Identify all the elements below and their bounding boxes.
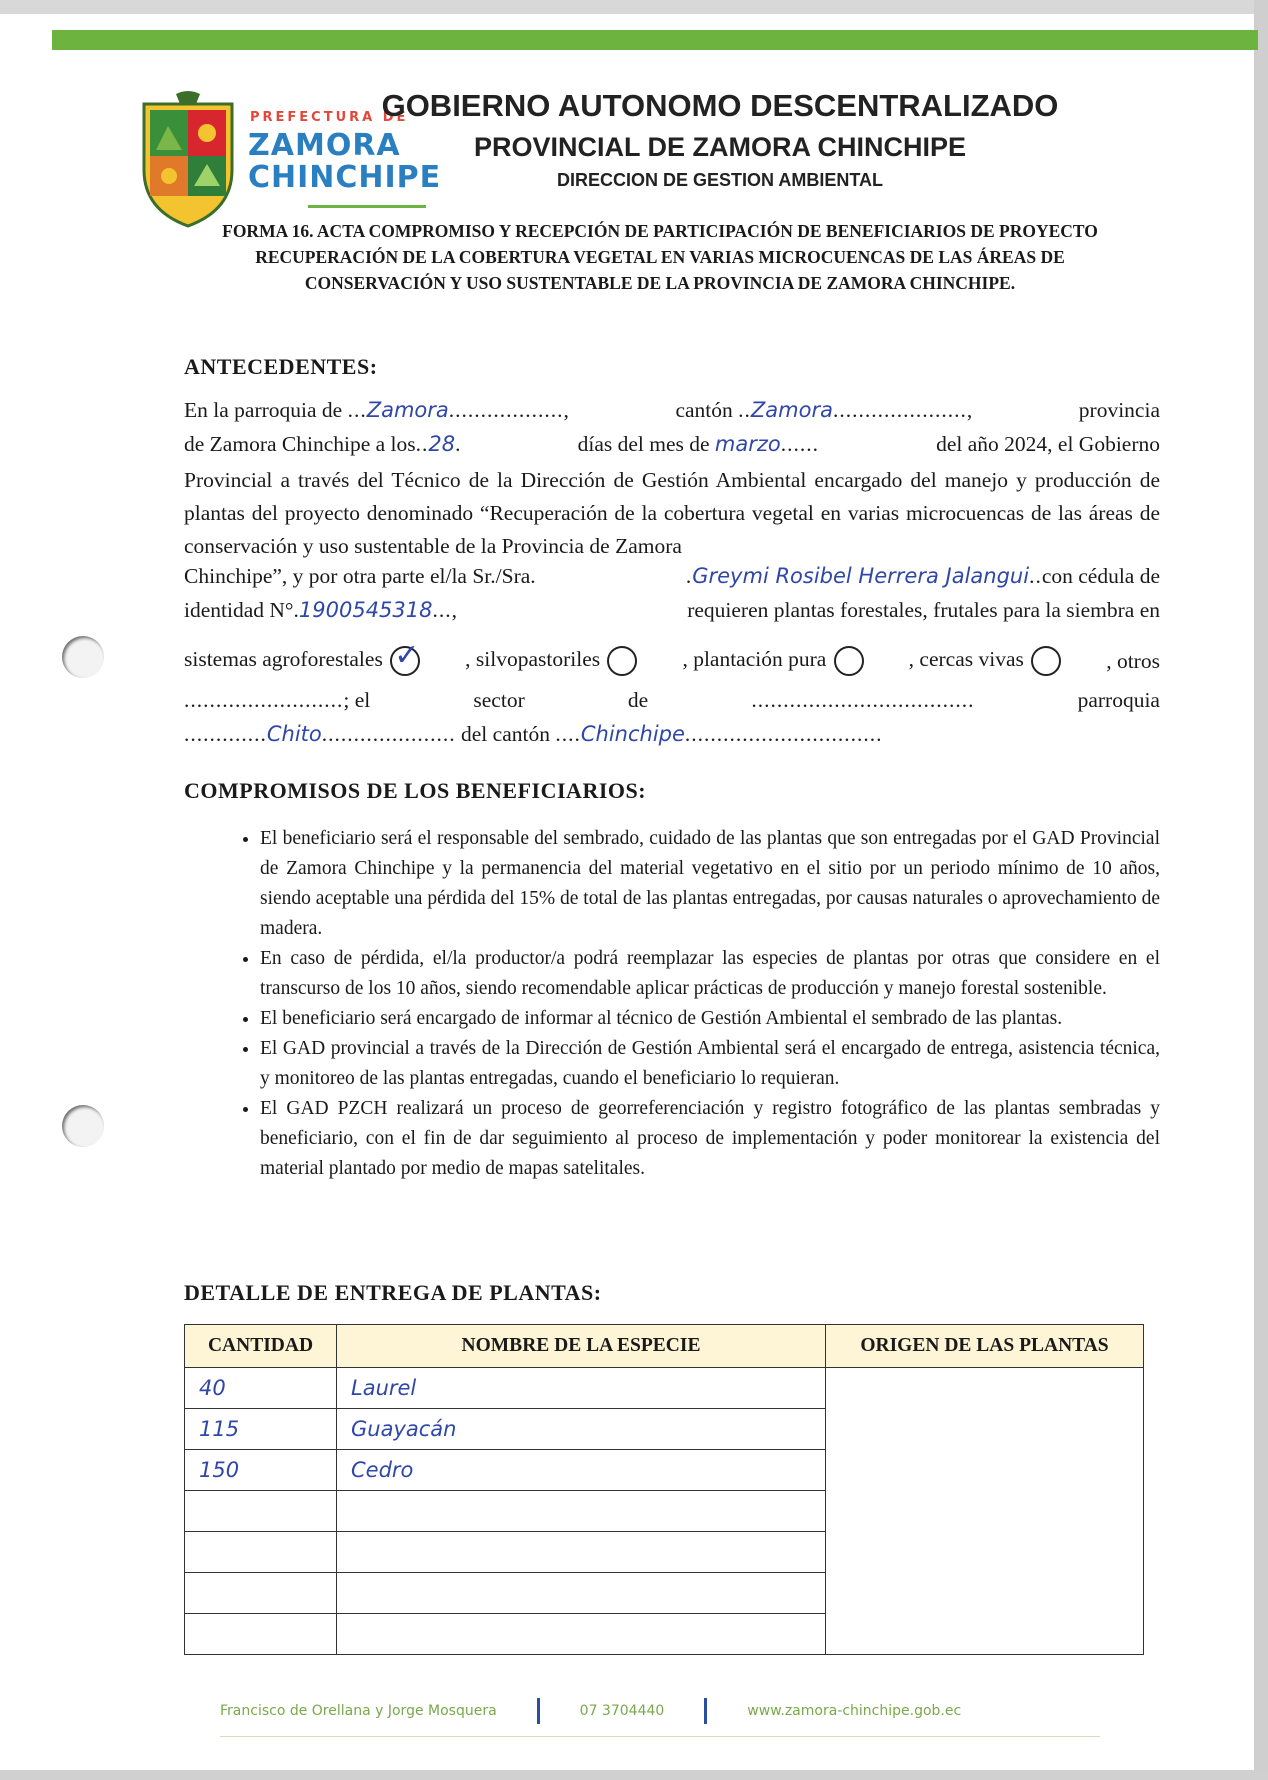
label-provincia: provincia	[1078, 398, 1160, 422]
cell-especie[interactable]: Laurel	[337, 1368, 826, 1409]
label-del-canton: del cantón	[461, 722, 550, 746]
antecedentes-line-canton: .............Chito..................... del cantón ....Chinchipe...............................	[184, 722, 883, 746]
label-sr-sra: Chinchipe”, y por otra parte el/la Sr./Sra.	[184, 564, 536, 588]
logo-prefix: PREFECTURA DE	[250, 110, 409, 125]
field-parroquia-2[interactable]: Chito	[266, 722, 322, 746]
list-item: • El beneficiario será encargado de informar al técnico de Gestión Ambiental el sembrado de las plantas.	[260, 1004, 1160, 1034]
cell-cantidad[interactable]	[185, 1491, 337, 1532]
cell-cantidad[interactable]	[185, 1573, 337, 1614]
antecedentes-line-sistemas	[184, 646, 1160, 676]
header-green-bar	[52, 30, 1258, 50]
cell-cantidad[interactable]: 40	[185, 1368, 337, 1409]
compromisos-list	[184, 824, 1160, 1184]
antecedentes-line-1: En la parroquia de ...Zamora.................., cantón ..Zamora....................., provincia	[184, 398, 1160, 422]
antecedentes-line-beneficiario: Chinchipe”, y por otra parte el/la Sr./Sra. .Greymi Rosibel Herrera Jalangui..con cédula de	[184, 564, 1160, 588]
label-plantacion-pura: , plantación pura	[682, 646, 827, 671]
form-title-line-3: CONSERVACIÓN Y USO SUSTENTABLE DE LA PROVINCIA DE ZAMORA CHINCHIPE.	[304, 273, 1016, 293]
logo-underline	[308, 205, 426, 208]
label-cercas-vivas: , cercas vivas	[908, 646, 1024, 671]
antecedentes-line-cedula: identidad N°.1900545318..., requieren plantas forestales, frutales para la siembra en	[184, 598, 1160, 622]
label-canton: cantón	[675, 398, 733, 422]
label-agroforestales: sistemas agroforestales	[184, 646, 383, 671]
list-item: • El GAD provincial a través de la Dirección de Gestión Ambiental será el encargado de entrega, asistencia técnica, y monitoreo de las plantas entregadas, cuando el beneficiario lo requieran.	[260, 1034, 1160, 1094]
label-mes: días del mes de	[577, 432, 710, 456]
col-cantidad: CANTIDAD	[185, 1325, 337, 1368]
field-otros[interactable]: .........................	[184, 688, 344, 712]
field-sector[interactable]: ...................................	[751, 688, 975, 712]
field-cedula[interactable]: 1900545318	[298, 598, 433, 622]
scan-edge-bottom	[0, 1770, 1268, 1780]
cell-cantidad[interactable]: 115	[185, 1409, 337, 1450]
field-dias[interactable]: 28	[428, 432, 456, 456]
antecedentes-heading: ANTECEDENTES:	[184, 354, 378, 379]
cell-cantidad[interactable]	[185, 1532, 337, 1573]
footer-address: Francisco de Orellana y Jorge Mosquera	[220, 1703, 497, 1719]
antecedentes-line-2: de Zamora Chinchipe a los..28. días del mes de marzo...... del año 2024, el Gobierno	[184, 432, 1160, 456]
footer	[220, 1698, 1100, 1724]
cell-especie[interactable]: Cedro	[337, 1450, 826, 1491]
checkbox-silvopastoriles[interactable]	[607, 646, 637, 676]
label-parroquia: En la parroquia de	[184, 398, 343, 422]
checkbox-cercas-vivas[interactable]	[1031, 646, 1061, 676]
footer-separator	[704, 1698, 707, 1724]
col-especie: NOMBRE DE LA ESPECIE	[337, 1325, 826, 1368]
checkbox-agroforestales[interactable]	[390, 646, 420, 676]
logo-chinchipe: CHINCHIPE	[248, 160, 442, 195]
label-silvopastoriles: , silvopastoriles	[465, 646, 601, 671]
label-a-los: de Zamora Chinchipe a los	[184, 432, 416, 456]
col-origen: ORIGEN DE LAS PLANTAS	[826, 1325, 1144, 1368]
cell-origen[interactable]	[826, 1368, 1144, 1655]
cell-cantidad[interactable]	[185, 1614, 337, 1655]
footer-phone: 07 3704440	[579, 1703, 665, 1719]
header-title-2: PROVINCIAL DE ZAMORA CHINCHIPE	[473, 132, 967, 162]
label-requieren: requieren plantas forestales, frutales para la siembra en	[687, 598, 1160, 622]
field-parroquia[interactable]: Zamora	[366, 398, 449, 422]
form-title	[160, 218, 1160, 296]
footer-divider	[220, 1736, 1100, 1737]
field-mes[interactable]: marzo	[714, 432, 781, 456]
header-title-1: GOBIERNO AUTONOMO DESCENTRALIZADO	[381, 88, 1059, 123]
cell-cantidad[interactable]: 150	[185, 1450, 337, 1491]
label-sector: sector	[473, 688, 525, 712]
label-otros: , otros	[1106, 648, 1160, 673]
scan-edge-top	[0, 0, 1268, 14]
header-title-3: DIRECCION DE GESTION AMBIENTAL	[556, 170, 883, 190]
logo-zamora: ZAMORA	[248, 128, 401, 163]
field-canton-2[interactable]: Chinchipe	[580, 722, 685, 746]
plants-table	[184, 1324, 1144, 1655]
table-header-row	[185, 1325, 1144, 1368]
form-title-line-1: FORMA 16. ACTA COMPROMISO Y RECEPCIÓN DE PARTICIPACIÓN DE BENEFICIARIOS DE PROYECTO	[222, 221, 1098, 241]
label-identidad: identidad N°.	[184, 598, 299, 622]
table-row	[185, 1368, 1144, 1409]
field-beneficiario[interactable]: Greymi Rosibel Herrera Jalangui	[692, 564, 1030, 588]
cell-especie[interactable]	[337, 1532, 826, 1573]
compromisos-heading: COMPROMISOS DE LOS BENEFICIARIOS:	[184, 778, 647, 803]
cell-especie[interactable]	[337, 1573, 826, 1614]
checkbox-plantacion-pura[interactable]	[834, 646, 864, 676]
antecedentes-body: Provincial a través del Técnico de la Dirección de Gestión Ambiental encargado del manejo y producción de plantas del proyecto denominado “Recuperación de la cobertura vegetal en varias microcuencas de las áreas de conservación y uso sustentable de la Provincia de Zamora	[184, 468, 1160, 558]
label-parroquia-2: parroquia	[1077, 688, 1160, 712]
label-el: ; el	[343, 688, 371, 712]
label-de: de	[627, 688, 649, 712]
scan-edge-right	[1254, 0, 1268, 1780]
cell-especie[interactable]	[337, 1491, 826, 1532]
label-anio: del año 2024, el Gobierno	[936, 432, 1160, 456]
form-title-line-2: RECUPERACIÓN DE LA COBERTURA VEGETAL EN VARIAS MICROCUENCAS DE LAS ÁREAS DE	[255, 247, 1065, 267]
cell-especie[interactable]	[337, 1614, 826, 1655]
detalle-heading: DETALLE DE ENTREGA DE PLANTAS:	[184, 1280, 602, 1305]
footer-separator	[537, 1698, 540, 1724]
prefectura-shield-icon	[136, 90, 240, 230]
list-item: • El beneficiario será el responsable del sembrado, cuidado de las plantas que son entregadas por el GAD Provincial de Zamora Chinchipe y la permanencia del material vegetativo en el sitio por un periodo mínimo de 10 años, siendo aceptable una pérdida del 15% de total de las plantas entregadas, por causas naturales o aprovechamiento de madera.	[260, 824, 1160, 944]
label-cedula: con cédula de	[1041, 564, 1160, 588]
punch-hole	[62, 1105, 104, 1147]
punch-hole	[62, 636, 104, 678]
list-item: • En caso de pérdida, el/la productor/a podrá reemplazar las especies de plantas por otras que considere en el transcurso de los 10 años, siendo recomendable aplicar prácticas de producción y manejo forestal sostenible.	[260, 944, 1160, 1004]
field-canton[interactable]: Zamora	[750, 398, 833, 422]
footer-website-link[interactable]: www.zamora-chinchipe.gob.ec	[747, 1703, 962, 1719]
cell-especie[interactable]: Guayacán	[337, 1409, 826, 1450]
list-item: • El GAD PZCH realizará un proceso de georreferenciación y registro fotográfico de las plantas sembradas y beneficiario, con el fin de dar seguimiento al proceso de implementación y poder monitorear la existencia del material plantado por medio de mapas satelitales.	[260, 1094, 1160, 1184]
antecedentes-line-sector	[184, 688, 1160, 713]
